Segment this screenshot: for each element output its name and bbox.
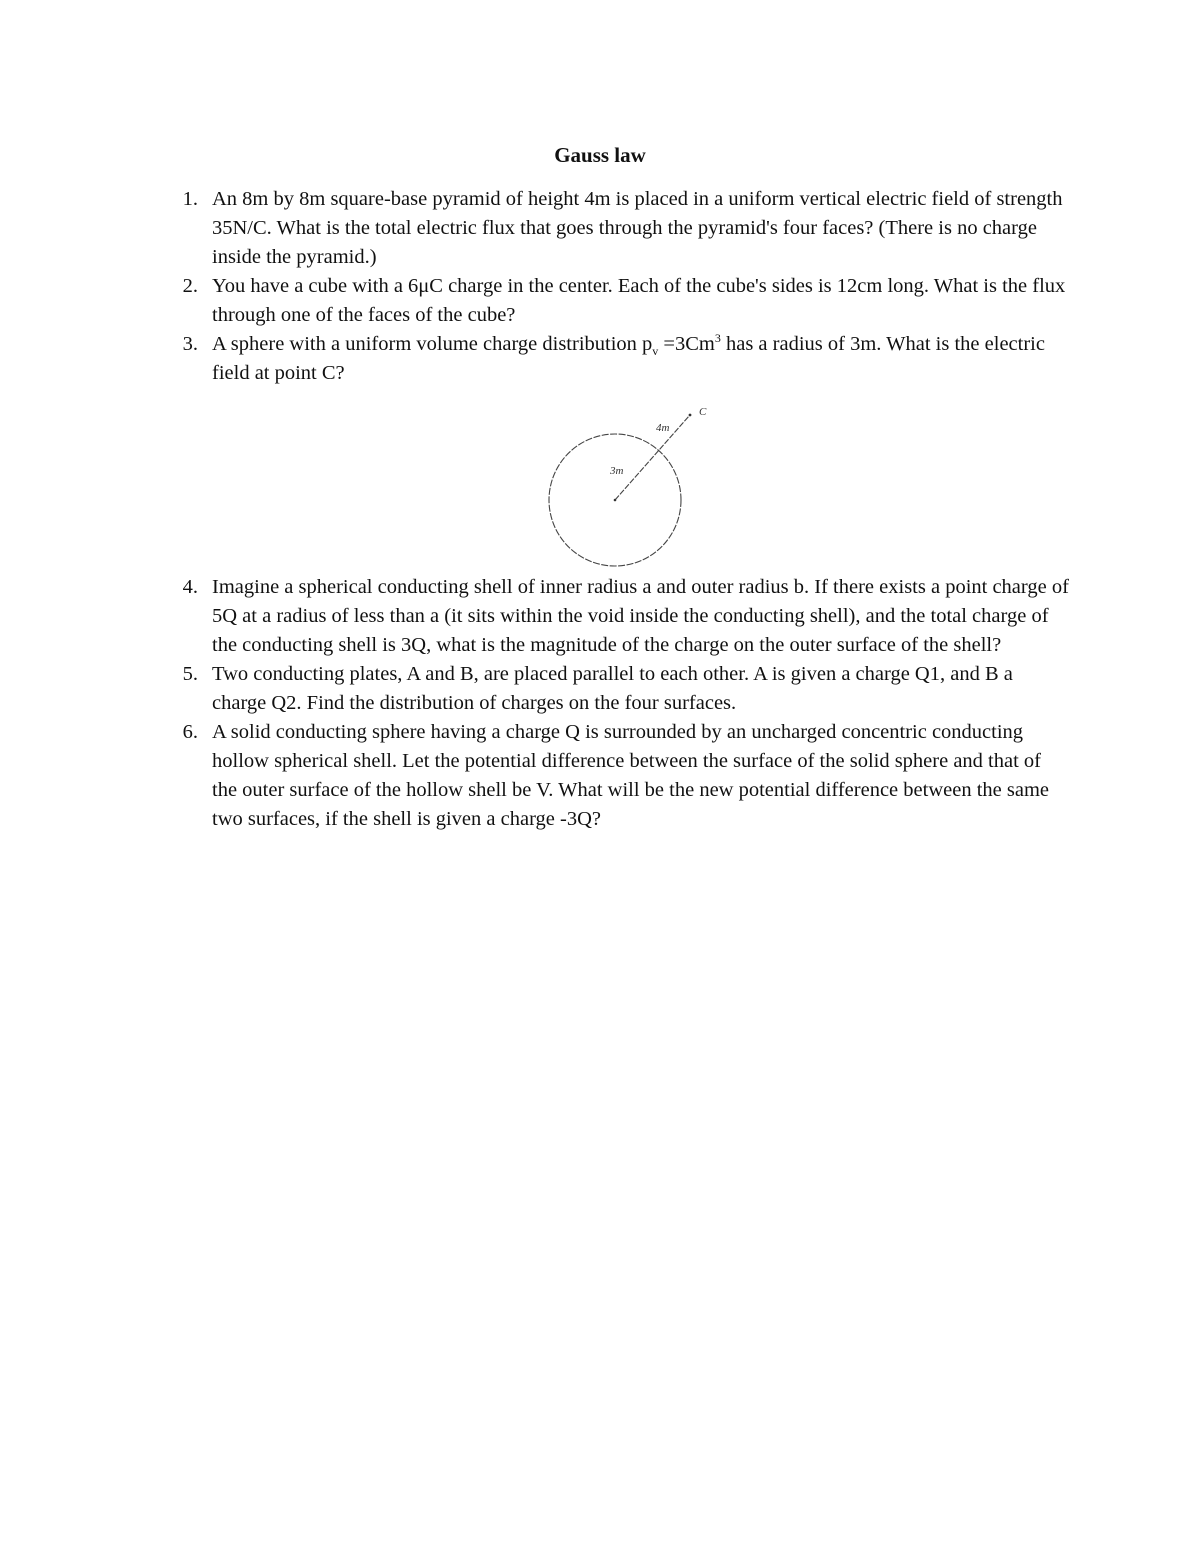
outer-distance-label: 4m [656, 422, 670, 434]
question-text: Imagine a spherical conducting shell of inner radius a and outer radius b. If there exists a point charge of 5Q at a radius of less than a (it sits within the void inside the conducting shell), and the total charge of the conducting shell is 3Q, what is the magnitude of the charge on the outer surface of the shell? [212, 576, 1069, 656]
question-text-start: A sphere with a uniform volume charge distribution p [212, 333, 653, 355]
question-text: Two conducting plates, A and B, are placed parallel to each other. A is given a charge Q1, and B a charge Q2. Find the distribution of charges on the four surfaces. [212, 663, 1013, 714]
center-point [614, 499, 617, 502]
question-5 [170, 660, 1070, 718]
unit-superscript: 3 [714, 331, 721, 346]
question-text-middle: =3Cm [658, 333, 715, 355]
question-number: 3. [182, 333, 198, 355]
sphere-diagram [212, 388, 1112, 573]
question-list [170, 185, 1070, 834]
question-4 [170, 573, 1070, 660]
page-title: Gauss law [554, 143, 646, 167]
question-3 [170, 330, 1070, 573]
question-number: 6. [182, 721, 198, 743]
question-text: An 8m by 8m square-base pyramid of height 4m is placed in a uniform vertical electric field of strength 35N/C. What is the total electric flux that goes through the pyramid's four faces? (There is no charge inside the pyramid.) [212, 188, 1063, 268]
rho-subscript: v [652, 344, 659, 359]
question-number: 4. [182, 576, 198, 598]
question-text [212, 330, 1070, 388]
question-number: 5. [182, 663, 198, 685]
inner-radius-label: 3m [610, 465, 624, 477]
sphere-figure [212, 388, 1112, 573]
question-text: You have a cube with a 6μC charge in the center. Each of the cube's sides is 12cm long. What is the flux through one of the faces of the cube? [212, 275, 1066, 326]
question-number: 1. [182, 188, 198, 210]
question-2 [170, 272, 1070, 330]
question-text-end: has a radius of 3m. What is the electric field at point C? [212, 333, 1045, 384]
question-text: A solid conducting sphere having a charge Q is surrounded by an uncharged concentric conducting hollow spherical shell. Let the potential difference between the surface of the solid sphere and that of the outer surface of the hollow shell be V. What will be the new potential difference between the same two surfaces, if the shell is given a charge -3Q? [212, 721, 1049, 830]
point-c-dot [689, 414, 692, 417]
question-6 [170, 718, 1070, 834]
radius-line [615, 416, 689, 500]
point-c-label: C [699, 406, 707, 418]
question-number: 2. [182, 275, 198, 297]
question-1 [170, 185, 1070, 272]
